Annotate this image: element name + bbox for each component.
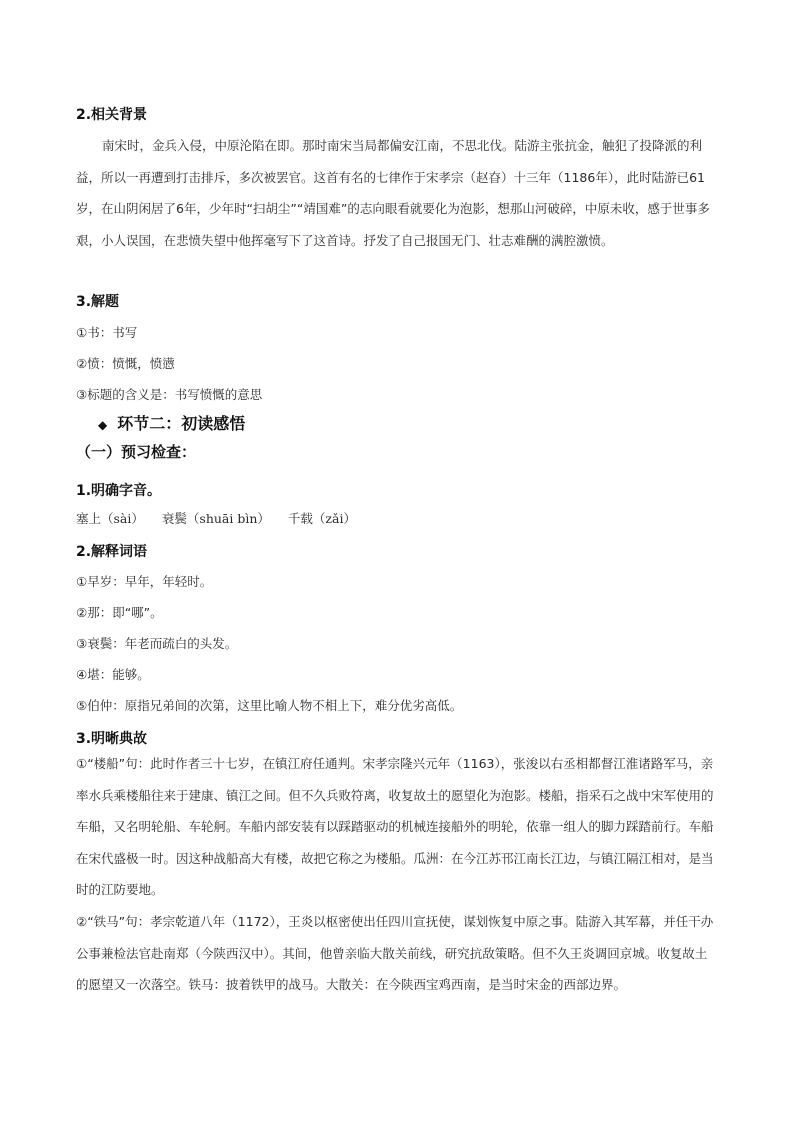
- pron-word-3: 千载: [287, 511, 313, 526]
- title-explain-heading: 3.解题: [76, 294, 120, 310]
- pron-pinyin-2: （shuāi bìn）: [186, 511, 270, 526]
- pron-pinyin-3: （zǎi）: [312, 511, 356, 526]
- section2-subheading: （一）预习检查：: [76, 443, 197, 461]
- allusions-heading: 3.明晰典故: [76, 731, 148, 747]
- section2-title-text: 环节二：初读感悟: [117, 414, 246, 433]
- background-paragraph: 南宋时，金兵入侵，中原沦陷在即。那时南宋当局都偏安江南，不思北伐。陆游主张抗金，触犯了投降派的利益，所以一再遭到打击排斥，多次被罢官。这首有名的七律作于宋孝宗（赵昚）十三年（1186年），此时陆游已61岁，在山阴闲居了6年，少年时“扫胡尘”“靖国难”的志向眼看就要化为泡影，想那山河破碎，中原未收，感于世事多艰，小人误国，在悲愤失望中他挥毫写下了这首诗。抒发了自己报国无门、壮志难酬的满腔激愤。: [76, 138, 710, 248]
- title-explain-item-1: ①书：书写: [76, 325, 138, 340]
- vocab-item-2: ②那：即“哪”。: [76, 605, 163, 620]
- pronunciation-list: [76, 509, 356, 527]
- diamond-bullet-icon: ◆: [98, 418, 108, 432]
- vocab-item-3: ③衰鬓：年老而疏白的头发。: [76, 636, 238, 651]
- title-explain-item-3: ③标题的含义是：书写愤慨的意思: [76, 387, 263, 402]
- background-heading: 2.相关背景: [76, 107, 148, 123]
- allusion-paragraph-2: ②“铁马”句：孝宗乾道八年（1172），王炎以枢密使出任四川宣抚使，谋划恢复中原之事。陆游入其军幕，并任干办公事兼检法官赴南郑（今陕西汉中）。其间，他曾亲临大散关前线，研究抗敌策略。但不久王炎调回京城。收复故土的愿望又一次落空。铁马：披着铁甲的战马。大散关：在今陕西宝鸡西南，是当时宋金的西部边界。: [76, 914, 714, 992]
- vocab-heading: 2.解释词语: [76, 544, 148, 560]
- vocab-item-4: ④堪：能够。: [76, 667, 150, 682]
- pron-word-2: 衰鬓: [161, 511, 187, 526]
- allusion-paragraph-1: ①“楼船”句：此时作者三十七岁，在镇江府任通判。宋孝宗隆兴元年（1163），张浚以右丞相都督江淮诸路军马，亲率水兵乘楼船往来于建康、镇江之间。但不久兵败符离，收复故土的愿望化为泡影。楼船，指采石之战中宋军使用的车船，又名明轮船、车轮舸。车船内部安装有以踩踏驱动的机械连接船外的明轮，依靠一组人的脚力踩踏前行。车船在宋代盛极一时。因这种战船高大有楼，故把它称之为楼船。瓜洲：在今江苏邗江南长江边，与镇江隔江相对，是当时的江防要地。: [76, 756, 714, 897]
- section2-title: [98, 411, 245, 434]
- pronunciation-heading: 1.明确字音。: [76, 483, 162, 499]
- title-explain-item-2: ②愤：愤慨，愤懑: [76, 356, 175, 371]
- pron-pinyin-1: （sài）: [101, 511, 144, 526]
- vocab-item-1: ①早岁：早年，年轻时。: [76, 574, 213, 589]
- vocab-item-5: ⑤伯仲：原指兄弟间的次第，这里比喻人物不相上下，难分优劣高低。: [76, 698, 463, 713]
- pron-word-1: 塞上: [76, 511, 102, 526]
